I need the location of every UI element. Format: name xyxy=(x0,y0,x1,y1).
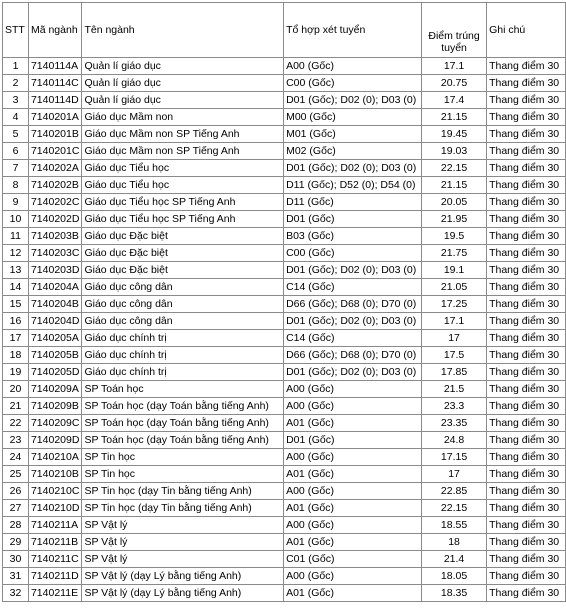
cell-score: 21.15 xyxy=(422,109,487,126)
cell-note: Thang điểm 30 xyxy=(487,568,566,585)
admission-score-table xyxy=(2,2,566,602)
header-combo: Tổ hợp xét tuyển xyxy=(284,3,422,58)
table-row xyxy=(3,313,566,330)
cell-code: 7140211B xyxy=(28,534,81,551)
cell-stt: 19 xyxy=(3,364,29,381)
cell-score: 18.55 xyxy=(422,517,487,534)
cell-name: SP Toán học (dạy Toán bằng tiếng Anh) xyxy=(82,415,284,432)
cell-score: 21.4 xyxy=(422,551,487,568)
cell-score: 22.85 xyxy=(422,483,487,500)
cell-score: 21.75 xyxy=(422,245,487,262)
cell-code: 7140205B xyxy=(28,347,81,364)
table-row xyxy=(3,92,566,109)
cell-combo: A00 (Gốc) xyxy=(284,381,422,398)
cell-score: 21.5 xyxy=(422,381,487,398)
table-row xyxy=(3,466,566,483)
cell-score: 18.35 xyxy=(422,585,487,602)
cell-score: 22.15 xyxy=(422,160,487,177)
cell-combo: A00 (Gốc) xyxy=(284,58,422,75)
cell-stt: 2 xyxy=(3,75,29,92)
table-row xyxy=(3,568,566,585)
cell-note: Thang điểm 30 xyxy=(487,109,566,126)
header-stt: STT xyxy=(3,3,29,58)
cell-note: Thang điểm 30 xyxy=(487,177,566,194)
cell-name: SP Vật lý xyxy=(82,517,284,534)
cell-combo: A01 (Gốc) xyxy=(284,500,422,517)
table-row xyxy=(3,143,566,160)
cell-stt: 32 xyxy=(3,585,29,602)
cell-name: Quản lí giáo dục xyxy=(82,92,284,109)
cell-stt: 20 xyxy=(3,381,29,398)
cell-code: 7140204D xyxy=(28,313,81,330)
cell-combo: A00 (Gốc) xyxy=(284,483,422,500)
cell-stt: 22 xyxy=(3,415,29,432)
cell-note: Thang điểm 30 xyxy=(487,432,566,449)
cell-score: 17.4 xyxy=(422,92,487,109)
header-score: Điểm trúng tuyển xyxy=(422,3,487,58)
cell-code: 7140211C xyxy=(28,551,81,568)
cell-name: Giáo dục Tiểu học SP Tiếng Anh xyxy=(82,211,284,228)
cell-score: 17.15 xyxy=(422,449,487,466)
cell-code: 7140205D xyxy=(28,364,81,381)
cell-combo: C01 (Gốc) xyxy=(284,551,422,568)
cell-stt: 31 xyxy=(3,568,29,585)
cell-stt: 18 xyxy=(3,347,29,364)
cell-name: Giáo dục chính trị xyxy=(82,330,284,347)
cell-name: Giáo dục Mầm non SP Tiếng Anh xyxy=(82,126,284,143)
cell-code: 7140210A xyxy=(28,449,81,466)
table-row xyxy=(3,364,566,381)
cell-name: SP Vật lý xyxy=(82,551,284,568)
cell-combo: M01 (Gốc) xyxy=(284,126,422,143)
cell-stt: 1 xyxy=(3,58,29,75)
cell-code: 7140114C xyxy=(28,75,81,92)
cell-note: Thang điểm 30 xyxy=(487,313,566,330)
cell-stt: 27 xyxy=(3,500,29,517)
cell-name: SP Vật lý xyxy=(82,534,284,551)
cell-note: Thang điểm 30 xyxy=(487,330,566,347)
cell-combo: A01 (Gốc) xyxy=(284,585,422,602)
cell-combo: A01 (Gốc) xyxy=(284,466,422,483)
cell-combo: D01 (Gốc) xyxy=(284,432,422,449)
cell-stt: 10 xyxy=(3,211,29,228)
cell-score: 21.05 xyxy=(422,279,487,296)
cell-code: 7140114D xyxy=(28,92,81,109)
cell-note: Thang điểm 30 xyxy=(487,364,566,381)
cell-name: Quản lí giáo dục xyxy=(82,58,284,75)
cell-stt: 16 xyxy=(3,313,29,330)
cell-combo: D01 (Gốc); D02 (0); D03 (0) xyxy=(284,160,422,177)
cell-name: Quản lí giáo dục xyxy=(82,75,284,92)
cell-stt: 9 xyxy=(3,194,29,211)
cell-code: 7140203B xyxy=(28,228,81,245)
cell-code: 7140209C xyxy=(28,415,81,432)
cell-score: 19.45 xyxy=(422,126,487,143)
cell-score: 23.35 xyxy=(422,415,487,432)
cell-combo: C14 (Gốc) xyxy=(284,330,422,347)
cell-name: SP Vật lý (dạy Lý bằng tiếng Anh) xyxy=(82,568,284,585)
cell-note: Thang điểm 30 xyxy=(487,296,566,313)
cell-name: SP Toán học (dạy Toán bằng tiếng Anh) xyxy=(82,398,284,415)
cell-code: 7140202B xyxy=(28,177,81,194)
cell-score: 19.1 xyxy=(422,262,487,279)
cell-code: 7140202D xyxy=(28,211,81,228)
cell-combo: D66 (Gốc); D68 (0); D70 (0) xyxy=(284,347,422,364)
cell-code: 7140211A xyxy=(28,517,81,534)
cell-score: 18.05 xyxy=(422,568,487,585)
table-row xyxy=(3,262,566,279)
table-row xyxy=(3,432,566,449)
cell-score: 23.3 xyxy=(422,398,487,415)
cell-score: 20.05 xyxy=(422,194,487,211)
table-row xyxy=(3,58,566,75)
cell-name: SP Toán học xyxy=(82,381,284,398)
cell-combo: D01 (Gốc); D02 (0); D03 (0) xyxy=(284,313,422,330)
cell-combo: D01 (Gốc) xyxy=(284,211,422,228)
cell-name: SP Tin học xyxy=(82,449,284,466)
cell-combo: D01 (Gốc); D02 (0); D03 (0) xyxy=(284,364,422,381)
cell-note: Thang điểm 30 xyxy=(487,126,566,143)
cell-note: Thang điểm 30 xyxy=(487,517,566,534)
cell-code: 7140211D xyxy=(28,568,81,585)
cell-combo: A00 (Gốc) xyxy=(284,568,422,585)
table-row xyxy=(3,126,566,143)
header-row xyxy=(3,3,566,58)
cell-name: Giáo dục Đặc biệt xyxy=(82,228,284,245)
cell-code: 7140203D xyxy=(28,262,81,279)
cell-combo: D01 (Gốc); D02 (0); D03 (0) xyxy=(284,92,422,109)
cell-score: 22.15 xyxy=(422,500,487,517)
cell-stt: 12 xyxy=(3,245,29,262)
cell-score: 19.5 xyxy=(422,228,487,245)
cell-note: Thang điểm 30 xyxy=(487,534,566,551)
cell-name: Giáo dục Tiểu học xyxy=(82,177,284,194)
cell-note: Thang điểm 30 xyxy=(487,211,566,228)
cell-code: 7140202C xyxy=(28,194,81,211)
cell-name: Giáo dục công dân xyxy=(82,279,284,296)
cell-combo: D66 (Gốc); D68 (0); D70 (0) xyxy=(284,296,422,313)
cell-name: SP Tin học xyxy=(82,466,284,483)
cell-stt: 21 xyxy=(3,398,29,415)
cell-stt: 3 xyxy=(3,92,29,109)
cell-stt: 25 xyxy=(3,466,29,483)
cell-stt: 30 xyxy=(3,551,29,568)
table-row xyxy=(3,551,566,568)
cell-note: Thang điểm 30 xyxy=(487,92,566,109)
cell-note: Thang điểm 30 xyxy=(487,262,566,279)
table-row xyxy=(3,415,566,432)
cell-name: SP Vật lý (dạy Lý bằng tiếng Anh) xyxy=(82,585,284,602)
table-row xyxy=(3,534,566,551)
cell-combo: A01 (Gốc) xyxy=(284,415,422,432)
cell-code: 7140209D xyxy=(28,432,81,449)
table-row xyxy=(3,75,566,92)
cell-stt: 15 xyxy=(3,296,29,313)
cell-stt: 29 xyxy=(3,534,29,551)
cell-score: 21.95 xyxy=(422,211,487,228)
table-row xyxy=(3,398,566,415)
cell-stt: 5 xyxy=(3,126,29,143)
table-row xyxy=(3,449,566,466)
cell-name: Giáo dục công dân xyxy=(82,313,284,330)
cell-name: Giáo dục Đặc biệt xyxy=(82,262,284,279)
cell-note: Thang điểm 30 xyxy=(487,449,566,466)
table-row xyxy=(3,279,566,296)
cell-name: Giáo dục Mầm non xyxy=(82,109,284,126)
cell-name: Giáo dục chính trị xyxy=(82,347,284,364)
cell-note: Thang điểm 30 xyxy=(487,347,566,364)
cell-code: 7140210C xyxy=(28,483,81,500)
cell-combo: C00 (Gốc) xyxy=(284,245,422,262)
cell-note: Thang điểm 30 xyxy=(487,58,566,75)
table-row xyxy=(3,211,566,228)
table-row xyxy=(3,228,566,245)
table-row xyxy=(3,245,566,262)
header-note: Ghi chú xyxy=(487,3,566,58)
cell-stt: 17 xyxy=(3,330,29,347)
cell-name: SP Toán học (dạy Toán bằng tiếng Anh) xyxy=(82,432,284,449)
cell-stt: 7 xyxy=(3,160,29,177)
cell-stt: 8 xyxy=(3,177,29,194)
cell-note: Thang điểm 30 xyxy=(487,500,566,517)
cell-note: Thang điểm 30 xyxy=(487,228,566,245)
table-row xyxy=(3,347,566,364)
cell-code: 7140202A xyxy=(28,160,81,177)
table-row xyxy=(3,177,566,194)
cell-score: 21.15 xyxy=(422,177,487,194)
table-row xyxy=(3,330,566,347)
cell-note: Thang điểm 30 xyxy=(487,160,566,177)
cell-code: 7140209B xyxy=(28,398,81,415)
admission-score-table-container xyxy=(2,2,566,602)
cell-name: Giáo dục Mầm non SP Tiếng Anh xyxy=(82,143,284,160)
cell-note: Thang điểm 30 xyxy=(487,143,566,160)
cell-score: 17.1 xyxy=(422,58,487,75)
cell-note: Thang điểm 30 xyxy=(487,194,566,211)
cell-name: SP Tin học (dạy Tin bằng tiếng Anh) xyxy=(82,483,284,500)
table-row xyxy=(3,500,566,517)
cell-code: 7140201C xyxy=(28,143,81,160)
cell-score: 18 xyxy=(422,534,487,551)
cell-code: 7140210D xyxy=(28,500,81,517)
cell-score: 17.25 xyxy=(422,296,487,313)
cell-code: 7140210B xyxy=(28,466,81,483)
cell-combo: C14 (Gốc) xyxy=(284,279,422,296)
cell-combo: D11 (Gốc); D52 (0); D54 (0) xyxy=(284,177,422,194)
cell-code: 7140209A xyxy=(28,381,81,398)
table-row xyxy=(3,483,566,500)
cell-note: Thang điểm 30 xyxy=(487,551,566,568)
cell-stt: 14 xyxy=(3,279,29,296)
cell-score: 17.5 xyxy=(422,347,487,364)
cell-code: 7140205A xyxy=(28,330,81,347)
cell-score: 17 xyxy=(422,466,487,483)
cell-stt: 26 xyxy=(3,483,29,500)
cell-stt: 28 xyxy=(3,517,29,534)
cell-combo: A00 (Gốc) xyxy=(284,449,422,466)
cell-note: Thang điểm 30 xyxy=(487,398,566,415)
cell-stt: 24 xyxy=(3,449,29,466)
cell-score: 19.03 xyxy=(422,143,487,160)
cell-stt: 23 xyxy=(3,432,29,449)
cell-note: Thang điểm 30 xyxy=(487,381,566,398)
cell-note: Thang điểm 30 xyxy=(487,585,566,602)
cell-note: Thang điểm 30 xyxy=(487,415,566,432)
cell-score: 17 xyxy=(422,330,487,347)
cell-score: 20.75 xyxy=(422,75,487,92)
cell-note: Thang điểm 30 xyxy=(487,483,566,500)
cell-combo: B03 (Gốc) xyxy=(284,228,422,245)
cell-stt: 6 xyxy=(3,143,29,160)
cell-note: Thang điểm 30 xyxy=(487,75,566,92)
table-row xyxy=(3,109,566,126)
table-row xyxy=(3,194,566,211)
cell-note: Thang điểm 30 xyxy=(487,466,566,483)
cell-combo: D01 (Gốc); D02 (0); D03 (0) xyxy=(284,262,422,279)
header-name: Tên ngành xyxy=(82,3,284,58)
cell-name: Giáo dục chính trị xyxy=(82,364,284,381)
cell-code: 7140204B xyxy=(28,296,81,313)
table-row xyxy=(3,296,566,313)
cell-name: Giáo dục công dân xyxy=(82,296,284,313)
table-row xyxy=(3,160,566,177)
cell-combo: D11 (Gốc) xyxy=(284,194,422,211)
cell-stt: 11 xyxy=(3,228,29,245)
cell-combo: A00 (Gốc) xyxy=(284,517,422,534)
cell-combo: M00 (Gốc) xyxy=(284,109,422,126)
cell-note: Thang điểm 30 xyxy=(487,279,566,296)
table-row xyxy=(3,381,566,398)
cell-code: 7140203C xyxy=(28,245,81,262)
table-row xyxy=(3,585,566,602)
cell-code: 7140201B xyxy=(28,126,81,143)
cell-name: SP Tin học (dạy Tin bằng tiếng Anh) xyxy=(82,500,284,517)
cell-name: Giáo dục Tiểu học SP Tiếng Anh xyxy=(82,194,284,211)
cell-code: 7140114A xyxy=(28,58,81,75)
cell-score: 17.85 xyxy=(422,364,487,381)
cell-code: 7140211E xyxy=(28,585,81,602)
cell-combo: M02 (Gốc) xyxy=(284,143,422,160)
cell-score: 17.1 xyxy=(422,313,487,330)
table-row xyxy=(3,517,566,534)
header-code: Mã ngành xyxy=(28,3,81,58)
cell-combo: C00 (Gốc) xyxy=(284,75,422,92)
cell-combo: A01 (Gốc) xyxy=(284,534,422,551)
cell-stt: 13 xyxy=(3,262,29,279)
cell-code: 7140201A xyxy=(28,109,81,126)
cell-name: Giáo dục Đặc biệt xyxy=(82,245,284,262)
cell-stt: 4 xyxy=(3,109,29,126)
table-body xyxy=(3,58,566,602)
cell-name: Giáo dục Tiểu học xyxy=(82,160,284,177)
cell-note: Thang điểm 30 xyxy=(487,245,566,262)
cell-score: 24.8 xyxy=(422,432,487,449)
cell-code: 7140204A xyxy=(28,279,81,296)
cell-combo: A00 (Gốc) xyxy=(284,398,422,415)
